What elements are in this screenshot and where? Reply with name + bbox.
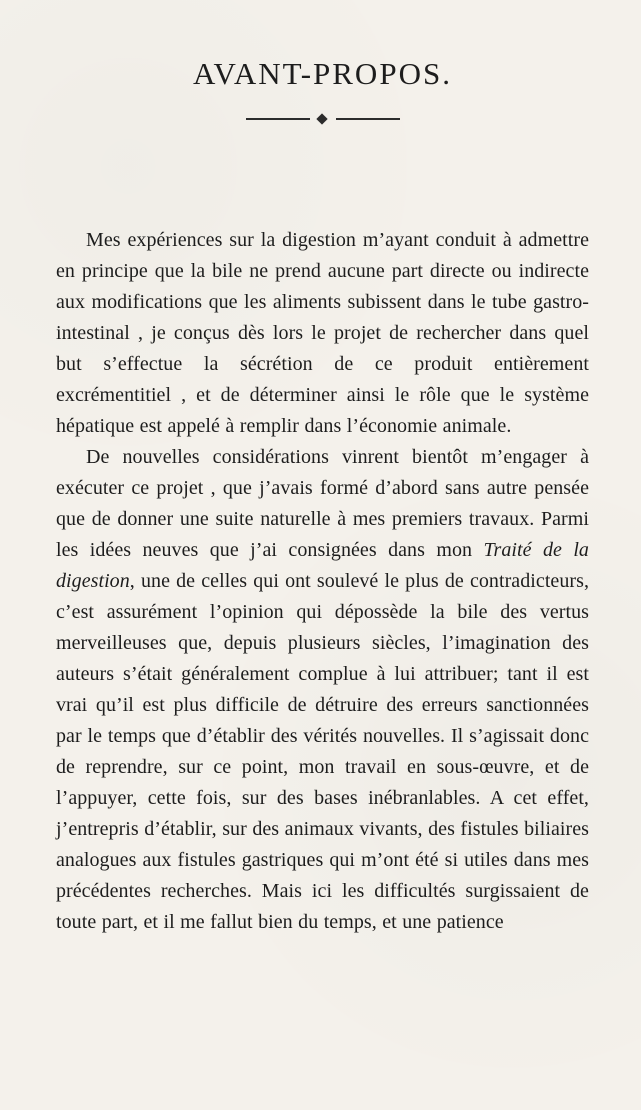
body-text xyxy=(56,225,589,938)
paragraph-2-before-title: De nouvelles considérations vinrent bientôt m’engager à exécuter ce projet , que j’avais formé d’abord sans autre pensée que de donner une suite naturelle à mes premiers travaux. Parmi les idées neuves que j’ai consignées dans mon xyxy=(56,446,589,561)
paragraph-2-after-title: , une de celles qui ont soulevé le plus de contradicteurs, c’est assurément l’opinion qui dépossède la bile des vertus merveilleuses que, depuis plusieurs siècles, l’imagination des auteurs s’était généralement complue à lui attribuer; tant il est vrai qu’il est plus difficile de détruire des erreurs sanctionnées par le temps que d’établir des vérités nouvelles. Il s’agissait donc de reprendre, sur ce point, mon travail en sous-œuvre, et de l’appuyer, cette fois, sur des bases inébranlables. A cet effet, j’entrepris d’établir, sur des animaux vivants, des fistules biliaires analogues aux fistules gastriques qui m’ont été si utiles dans mes précédentes recherches. Mais ici les difficultés surgissaient de toute part, et il me fallut bien du temps, et une patience xyxy=(56,570,589,933)
ornament-left-line xyxy=(246,118,310,120)
page-title: AVANT-PROPOS. xyxy=(193,56,452,91)
ornament-diamond-icon xyxy=(316,113,327,124)
ornament-right-line xyxy=(336,118,400,120)
paragraph-1: Mes expériences sur la digestion m’ayant conduit à admettre en principe que la bile ne prend aucune part directe ou indirecte aux modifications que les aliments subissent dans le tube gastro-intestinal , je conçus dès lors le projet de rechercher dans quel but s’effectue la sécrétion de ce produit entièrement excrémentitiel , et de déterminer ainsi le rôle que le système hépatique est appelé à remplir dans l’économie animale. xyxy=(56,229,589,437)
title-ornament xyxy=(246,115,400,123)
book-title: Traité de la digestion xyxy=(56,539,589,592)
paragraph-2 xyxy=(56,442,589,938)
